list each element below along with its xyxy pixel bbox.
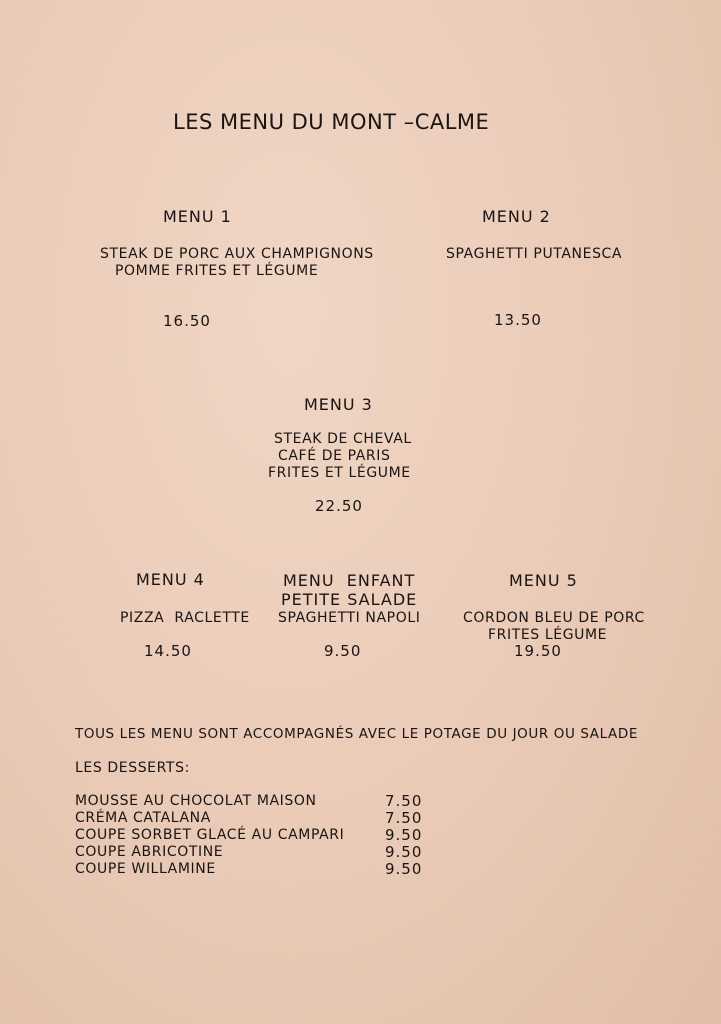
menu-4-title: MENU 4 [136,570,205,589]
dessert-item-price: 7.50 [385,809,423,827]
menu-3-dish-2: CAFÉ DE PARIS [278,448,391,464]
dessert-item-name: MOUSSE AU CHOCOLAT MAISON [75,793,317,809]
menu-4-price: 14.50 [144,642,192,660]
menu-5-price: 19.50 [514,642,562,660]
menu-2-price: 13.50 [494,311,542,329]
menu-1-dish-2: POMME FRITES ET LÉGUME [115,263,319,279]
menu-3-dish-1: STEAK DE CHEVAL [274,431,412,447]
accompaniment-note: TOUS LES MENU SONT ACCOMPAGNÉS AVEC LE POTAGE DU JOUR OU SALADE [75,726,638,742]
dessert-item-price: 9.50 [385,843,423,861]
menu-3-dish-3: FRITES ET LÉGUME [268,465,411,481]
menu-enfant-subtitle: PETITE SALADE [281,590,418,609]
dessert-item-name: COUPE ABRICOTINE [75,844,224,860]
menu-3-title: MENU 3 [304,395,373,414]
menu-3-price: 22.50 [315,497,363,515]
dessert-item-price: 7.50 [385,792,423,810]
menu-5-title: MENU 5 [509,571,578,590]
dessert-item-name: CRÉMA CATALANA [75,810,211,826]
menu-1-title: MENU 1 [163,207,232,226]
menu-1-dish-1: STEAK DE PORC AUX CHAMPIGNONS [100,246,374,262]
page-title: LES MENU DU MONT –CALME [173,110,490,134]
menu-5-dish-2: FRITES LÉGUME [488,627,608,643]
menu-1-price: 16.50 [163,312,211,330]
dessert-item-price: 9.50 [385,826,423,844]
desserts-heading: LES DESSERTS: [75,760,190,776]
dessert-item-name: COUPE WILLAMINE [75,861,216,877]
menu-2-dish-1: SPAGHETTI PUTANESCA [446,246,623,262]
dessert-item-name: COUPE SORBET GLACÉ AU CAMPARI [75,827,345,843]
menu-enfant-dish-1: SPAGHETTI NAPOLI [278,610,421,626]
menu-2-title: MENU 2 [482,207,551,226]
dessert-item-price: 9.50 [385,860,423,878]
menu-enfant-title: MENU ENFANT [283,571,416,590]
menu-enfant-price: 9.50 [324,642,362,660]
menu-5-dish-1: CORDON BLEU DE PORC [463,610,645,626]
menu-4-dish-1: PIZZA RACLETTE [120,610,250,626]
